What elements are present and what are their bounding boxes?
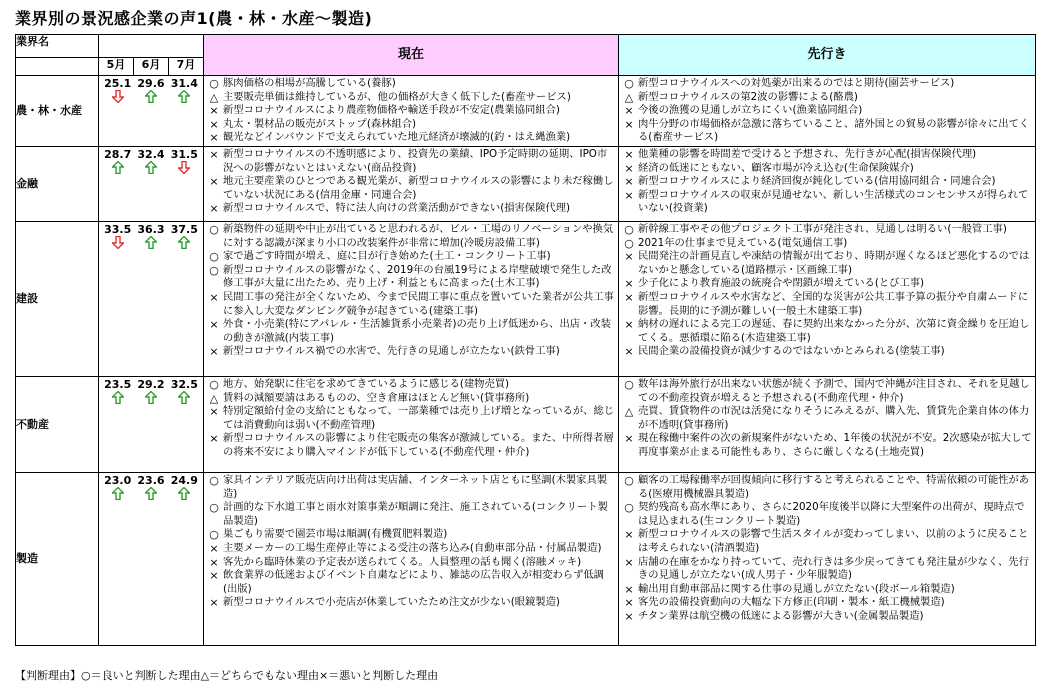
judgment-symbol: ○	[209, 377, 219, 391]
comment-text: 新型コロナウイルスにより農産物価格や輸送手段が不安定(農業協同組合)	[223, 104, 560, 117]
index-value-month-7	[169, 379, 199, 404]
arrow-up-icon	[112, 391, 124, 404]
comment-text: 新型コロナウイルスの不透明感により、投資先の業績、IPO予定時期の延期、IPO市況への影響がないとはいえない(商品投資)	[223, 147, 608, 174]
index-values	[99, 76, 204, 147]
arrow-up-icon	[145, 391, 157, 404]
comment-item	[622, 77, 1032, 91]
months-header-blank	[16, 58, 99, 76]
index-number: 25.1	[104, 77, 132, 90]
comment-text: 新型コロナウイルスの収束が見通せない、新しい生活様式のコンセンサスが得られていない(投資業)	[638, 188, 1029, 215]
index-number: 28.7	[104, 147, 132, 161]
index-number: 23.0	[104, 473, 132, 487]
judgment-symbol: △	[209, 90, 219, 104]
industry-row	[16, 376, 1036, 472]
arrow-up-icon	[145, 161, 157, 174]
comment-text: 納材の遅れによる完工の遅延、春に契約出来なかった分が、次第に資金繰りを圧迫してくる。悪循環に陥る(木造建築工事)	[638, 318, 1030, 344]
comment-item	[207, 392, 615, 406]
index-value-month-6	[136, 149, 166, 174]
judgment-symbol: ×	[624, 345, 634, 359]
comment-item	[622, 148, 1032, 162]
judgment-symbol: ○	[624, 236, 634, 250]
comment-text: 新型コロナウイルスの影響により住宅販売の集客が激減している。また、中所得者層の将来不安により購入マインドが低下している(不動産代理・仲介)	[223, 432, 614, 458]
judgment-symbol: ×	[624, 290, 634, 304]
month-6: 6月	[134, 58, 169, 75]
comment-item	[207, 405, 615, 432]
page-title: 業界別の景況感企業の声1(農・林・水産～製造)	[15, 9, 373, 28]
judgment-symbol: ○	[209, 263, 219, 277]
comment-text: 新型コロナウイルスにより経済回復が鈍化している(信用協同組合・同連合会)	[638, 175, 996, 188]
index-value-month-6	[136, 78, 166, 103]
comment-text: 新型コロナウイルスで、特に法人向けの営業活動ができない(損害保険代理)	[223, 202, 571, 215]
arrow-up-icon	[145, 90, 157, 103]
current-comments	[204, 472, 619, 645]
comment-text: 契約残高も高水準にあり、さらに2020年度後半以降に大型案件の出荷が、現時点では見込まれる(生コンクリート製造)	[638, 501, 1025, 527]
index-number: 32.4	[137, 147, 165, 161]
judgment-symbol: ×	[209, 432, 219, 446]
index-values	[99, 472, 204, 645]
comment-text: 家具インテリア販売店向け出荷は実店舗、インターネット店ともに堅調(木製家具製造)	[223, 473, 608, 500]
judgment-symbol: ○	[209, 222, 219, 236]
index-value-month-5	[103, 224, 133, 249]
judgment-symbol: ○	[624, 377, 634, 391]
index-value-month-5	[103, 149, 133, 174]
current-comments	[204, 146, 619, 221]
index-value-month-7	[169, 149, 199, 174]
comment-item	[207, 264, 615, 291]
current-header: 現在	[204, 35, 619, 76]
comment-item	[207, 556, 615, 570]
comment-text: 地元主要産業のひとつである観光業が、新型コロナウイルスの影響により未だ稼働していない状況にある(信用金庫・同連合会)	[223, 175, 614, 201]
comment-text: 丸太・製材品の販売がストップ(森林組合)	[223, 117, 417, 130]
comment-item	[622, 250, 1032, 277]
month-5: 5月	[99, 58, 134, 75]
judgment-symbol: ×	[624, 318, 634, 332]
index-values	[99, 146, 204, 221]
judgment-symbol: ×	[209, 104, 219, 118]
comment-item	[622, 474, 1032, 501]
comment-text: 顧客の工場稼働率が回復傾向に移行すると考えられることや、特需依頼の可能性がある(医療用機械器具製造)	[638, 473, 1030, 500]
comment-item	[622, 277, 1032, 291]
index-number: 36.3	[137, 222, 165, 236]
judgment-symbol: ×	[624, 175, 634, 189]
comment-item	[622, 610, 1032, 624]
judgment-symbol: ×	[209, 405, 219, 419]
judgment-symbol: ○	[624, 222, 634, 236]
judgment-symbol: ×	[209, 569, 219, 583]
comment-item	[207, 148, 615, 175]
comment-item	[622, 223, 1032, 237]
comment-text: 民間工事の発注が全くないため、今まで民間工事に重点を置いていた業者が公共工事に参入し大変なダンピング競争が起きている(建築工事)	[223, 290, 614, 317]
outlook-comments	[619, 146, 1036, 221]
comment-item	[622, 345, 1032, 359]
outlook-comments	[619, 76, 1036, 147]
outlook-comments	[619, 376, 1036, 472]
judgment-symbol: ×	[209, 117, 219, 131]
arrow-down-icon	[112, 236, 124, 249]
judgment-symbol: ×	[624, 609, 634, 623]
legend-footer: 【判断理由】○＝良いと判断した理由△＝どちらでもない理由×＝悪いと判断した理由	[15, 669, 439, 682]
judgment-symbol: ○	[209, 250, 219, 264]
industry-row	[16, 221, 1036, 376]
judgment-symbol: ○	[624, 77, 634, 90]
index-value-month-5	[103, 379, 133, 404]
comment-item	[622, 318, 1032, 345]
outlook-comments	[619, 221, 1036, 376]
industry-row	[16, 76, 1036, 147]
index-value-month-7	[169, 475, 199, 500]
months-header	[99, 58, 204, 76]
comment-item	[207, 91, 615, 105]
comment-text: 客先の設備投資動向の大幅な下方修正(印刷・製本・紙工機械製造)	[638, 596, 945, 609]
index-number: 31.4	[170, 77, 198, 90]
judgment-symbol: ○	[209, 77, 219, 90]
comment-text: 売買、賃貸物件の市況は活発になりそうにみえるが、購入先、賃貸先企業自体の体力が不透明(貸事務所)	[638, 405, 1030, 431]
index-value-month-7	[169, 78, 199, 103]
judgment-symbol: △	[624, 405, 634, 419]
judgment-symbol: ×	[624, 188, 634, 202]
comment-text: 輸出用自動車部品に関する仕事の見通しが立たない(段ボール箱製造)	[638, 582, 955, 595]
judgment-symbol: ○	[624, 501, 634, 515]
index-number: 29.6	[137, 77, 165, 90]
comment-text: 豚肉価格の相場が高騰している(養豚)	[223, 77, 396, 89]
comment-text: 地方、始発駅に住宅を求めてきているように感じる(建物売買)	[223, 377, 510, 390]
comment-text: 外食・小売業(特にアパレル・生活雑貨系小売業者)の売り上げ低迷から、出店・改装の動きが激減(内装工事)	[223, 318, 611, 344]
judgment-symbol: ×	[209, 131, 219, 145]
comment-text: 現在稼働中案件の次の新規案件がないため、1年後の状況が不安。2次感染が拡大して再度事業が止まる可能性もあり、さらに厳しくなる(土地売買)	[638, 432, 1032, 458]
comment-item	[622, 104, 1032, 118]
index-value-month-5	[103, 78, 133, 103]
index-number: 24.9	[170, 473, 198, 487]
comment-item	[622, 237, 1032, 251]
comment-item	[622, 91, 1032, 105]
index-value-month-6	[136, 379, 166, 404]
judgment-symbol: ×	[624, 528, 634, 542]
comment-item	[207, 250, 615, 264]
comment-item	[207, 104, 615, 118]
index-number: 23.5	[104, 377, 132, 391]
comment-text: 新型コロナウイルスで小売店が休業していたため注文が少ない(眼鏡製造)	[223, 596, 560, 609]
arrow-down-icon	[112, 90, 124, 103]
comment-item	[207, 291, 615, 318]
comment-item	[622, 501, 1032, 528]
judgment-symbol: ×	[209, 345, 219, 359]
index-value-month-5	[103, 475, 133, 500]
index-number: 33.5	[104, 222, 132, 236]
comment-text: 経済の低迷にともない、顧客市場が冷え込む(生命保険媒介)	[638, 161, 914, 174]
judgment-symbol: ×	[209, 318, 219, 332]
comment-item	[622, 583, 1032, 597]
comment-text: 他業種の影響を時間差で受けると予想され、先行きが心配(損害保険代理)	[638, 147, 977, 160]
judgment-symbol: ×	[624, 555, 634, 569]
comment-text: 主要メーカーの工場生産停止等による受注の落ち込み(自動車部分品・付属品製造)	[223, 541, 602, 554]
comment-text: 新型コロナウイルスの第2波の影響による(酪農)	[638, 90, 858, 103]
judgment-symbol: ×	[624, 277, 634, 291]
judgment-symbol: ×	[624, 161, 634, 175]
comment-item	[207, 596, 615, 610]
comment-text: 少子化により教育施設の統廃合や閉鎖が増えている(とび工事)	[638, 277, 925, 290]
industry-name: 不動産	[16, 376, 99, 472]
arrow-up-icon	[145, 236, 157, 249]
comment-item	[622, 291, 1032, 318]
outlook-comments	[619, 472, 1036, 645]
comment-text: 2021年の仕事まで見えている(電気通信工事)	[638, 236, 848, 249]
comment-text: チタン業界は航空機の低迷による影響が大きい(金属製品製造)	[638, 609, 924, 622]
comment-item	[207, 569, 615, 596]
judgment-symbol: ×	[209, 202, 219, 216]
index-values	[99, 221, 204, 376]
comment-text: 今後の漁獲の見通しが立ちにくい(漁業協同組合)	[638, 104, 863, 117]
industry-row	[16, 472, 1036, 645]
judgment-symbol: ×	[209, 596, 219, 610]
comment-item	[207, 223, 615, 250]
comment-item	[622, 162, 1032, 176]
industry-name: 金融	[16, 146, 99, 221]
arrow-up-icon	[112, 161, 124, 174]
outlook-header: 先行き	[619, 35, 1036, 76]
judgment-symbol: ×	[209, 555, 219, 569]
sentiment-table	[15, 34, 1036, 646]
comment-text: 新型コロナウイルスの影響で生活スタイルが変わってしまい、以前のように戻ることは考えられない(清酒製造)	[638, 528, 1029, 554]
comment-item	[622, 405, 1032, 432]
comment-text: 新型コロナウイルスの影響がなく、2019年の台風19号による岸壁破壊で発生した改修工事が大量に出たため、売り上げ・利益ともに高まった(土木工事)	[223, 263, 612, 290]
judgment-symbol: ×	[209, 541, 219, 555]
index-number: 32.5	[170, 377, 198, 391]
arrow-up-icon	[178, 391, 190, 404]
judgment-symbol: ○	[624, 473, 634, 487]
current-comments	[204, 76, 619, 147]
judgment-symbol: ×	[209, 175, 219, 189]
months-header-spacer	[99, 35, 204, 58]
comment-text: 民間発注の計画見直しや凍結の情報が出ており、時期が遅くなるほど悪化するのではないかと懸念している(道路標示・区画線工事)	[638, 250, 1030, 276]
comment-item	[207, 131, 615, 145]
comment-item	[622, 596, 1032, 610]
comment-item	[207, 378, 615, 392]
comment-item	[207, 318, 615, 345]
comment-item	[622, 118, 1032, 145]
comment-item	[207, 501, 615, 528]
comment-item	[622, 378, 1032, 405]
judgment-symbol: ×	[209, 290, 219, 304]
judgment-symbol: ○	[209, 528, 219, 542]
judgment-symbol: ×	[624, 250, 634, 264]
judgment-symbol: △	[209, 391, 219, 405]
comment-item	[622, 556, 1032, 583]
comment-item	[207, 528, 615, 542]
industry-name: 農・林・水産	[16, 76, 99, 147]
comment-item	[622, 528, 1032, 555]
current-comments	[204, 376, 619, 472]
judgment-symbol: ○	[209, 501, 219, 515]
arrow-up-icon	[145, 487, 157, 500]
judgment-symbol: ×	[624, 147, 634, 161]
judgment-symbol: ×	[624, 104, 634, 118]
arrow-up-icon	[112, 487, 124, 500]
judgment-symbol: ○	[209, 473, 219, 487]
comment-item	[207, 345, 615, 359]
index-number: 37.5	[170, 222, 198, 236]
comment-text: 新築物件の延期や中止が出ていると思われるが、ビル・工場のリノベーションや換気に対する認識が深まり小口の改装案件が非常に増加(冷暖房設備工事)	[223, 222, 614, 249]
index-value-month-7	[169, 224, 199, 249]
comment-text: 民間企業の設備投資が減少するのではないかとみられる(塗装工事)	[638, 345, 945, 358]
index-number: 31.5	[170, 147, 198, 161]
industry-name: 製造	[16, 472, 99, 645]
current-comments	[204, 221, 619, 376]
judgment-symbol: ×	[624, 117, 634, 131]
comment-text: 新型コロナウイルスや水害など、全国的な災害が公共工事予算の振分や自粛ムードに影響。長期的に予測が難しい(一般土木建築工事)	[638, 290, 1029, 317]
comment-item	[207, 542, 615, 556]
index-value-month-6	[136, 475, 166, 500]
index-values	[99, 376, 204, 472]
judgment-symbol: ×	[624, 596, 634, 610]
comment-item	[207, 432, 615, 459]
comment-item	[622, 175, 1032, 189]
comment-text: 店舗の在庫をかなり持っていて、売れ行きは多少戻ってきても発注量が少なく、先行きの見通しが立たない(成人男子・少年服製造)	[638, 555, 1029, 582]
comment-item	[207, 474, 615, 501]
judgment-symbol: ×	[624, 432, 634, 446]
month-7: 7月	[176, 58, 196, 71]
index-number: 23.6	[137, 473, 165, 487]
comment-item	[622, 432, 1032, 459]
comment-text: 数年は海外旅行が出来ない状態が続く予測で、国内で沖縄が注目され、それを見越しての不動産投資が増えると予想される(不動産代理・仲介)	[638, 377, 1030, 404]
judgment-symbol: ×	[209, 147, 219, 161]
comment-text: 観光などインバウンドで支えられていた地元経済が壊滅的(釣・はえ縄漁業)	[223, 131, 571, 144]
comment-item	[207, 175, 615, 202]
index-value-month-6	[136, 224, 166, 249]
arrow-up-icon	[178, 236, 190, 249]
comment-text: 新型コロナウイルスへの対処薬が出来るのではと期待(園芸サービス)	[638, 77, 955, 89]
judgment-symbol: ×	[624, 582, 634, 596]
industry-row	[16, 146, 1036, 221]
judgment-symbol: △	[624, 90, 634, 104]
index-number: 29.2	[137, 377, 165, 391]
comment-text: 飲食業界の低迷およびイベント自粛などにより、雑誌の広告収入が相変わらず低調(出版)	[223, 569, 604, 595]
arrow-down-icon	[178, 161, 190, 174]
industry-header: 業界名	[16, 35, 99, 58]
comment-text: 客先から臨時休業の予定表が送られてくる。人員整理の話も聞く(溶融メッキ)	[223, 555, 582, 568]
arrow-up-icon	[178, 90, 190, 103]
comment-text: 肉牛分野の市場価格が急激に落ちていること、諸外国との貿易の影響が徐々に出てくる(畜産サービス)	[638, 117, 1030, 144]
comment-text: 計画的な下水道工事と雨水対策事業が順調に発注、施工されている(コンクリート製品製造)	[223, 501, 608, 527]
comment-item	[622, 189, 1032, 216]
arrow-up-icon	[178, 487, 190, 500]
comment-item	[207, 118, 615, 132]
comment-text: 主要販売単価は維持しているが、他の価格が大きく低下した(畜産サービス)	[223, 90, 571, 103]
comment-item	[207, 77, 615, 91]
comment-text: 家で過ごす時間が増え、庭に目が行き始めた(土工・コンクリート工事)	[223, 250, 551, 263]
comment-item	[207, 202, 615, 216]
comment-text: 賃料の減額要請はあるものの、空き倉庫はほとんど無い(貸事務所)	[223, 391, 530, 404]
comment-text: 新型コロナウイルス禍での水害で、先行きの見通しが立たない(鉄骨工事)	[223, 345, 560, 358]
industry-name: 建設	[16, 221, 99, 376]
comment-text: 特別定額給付金の支給にともなって、一部業種では売り上げ増となっているが、総じては消費動向は弱い(不動産管理)	[223, 405, 615, 431]
comment-text: 巣ごもり需要で園芸市場は順調(有機質肥料製造)	[223, 528, 448, 541]
comment-text: 新幹線工事やその他プロジェクト工事が発注され、見通しは明るい(一般管工事)	[638, 222, 1007, 235]
